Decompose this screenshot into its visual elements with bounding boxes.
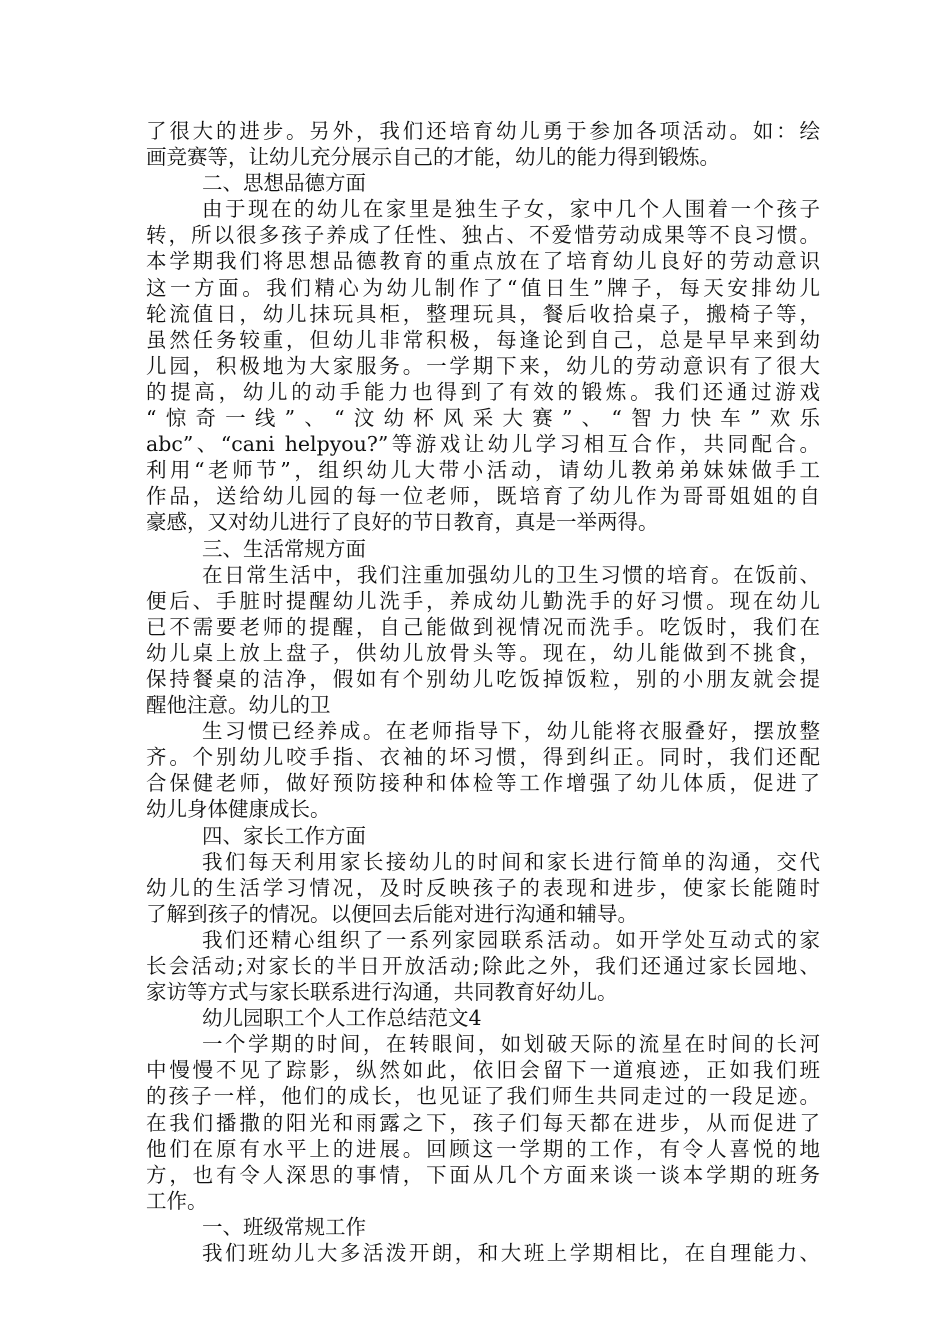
text-line: 作品，送给幼儿园的每一位老师，既培育了幼儿作为哥哥姐姐的自 [146, 484, 820, 509]
text-line: 的孩子一样，他们的成长，也见证了我们师生共同走过的一段足迹。 [146, 1084, 820, 1109]
text-line: 便后、手脏时提醒幼儿洗手，养成幼儿勤洗手的好习惯。现在幼儿 [146, 588, 820, 613]
text-line: 中慢慢不见了踪影，纵然如此，依旧会留下一道痕迹，正如我们班 [146, 1058, 820, 1083]
text-line: 幼儿身体健康成长。 [146, 797, 331, 822]
text-line: 在日常生活中，我们注重加强幼儿的卫生习惯的培育。在饭前、 [202, 562, 820, 587]
text-line: 儿园，积极地为大家服务。一学期下来，幼儿的劳动意识有了很大 [146, 353, 820, 378]
text-line: 方，也有令人深思的事情，下面从几个方面来谈一谈本学期的班务 [146, 1162, 820, 1187]
text-line: 合保健老师，做好预防接种和体检等工作增强了幼儿体质，促进了 [146, 771, 820, 796]
text-line: 我们每天利用家长接幼儿的时间和家长进行简单的沟通，交代 [202, 849, 820, 874]
text-line: 轮流值日，幼儿抹玩具柜，整理玩具，餐后收拾桌子，搬椅子等， [146, 301, 820, 326]
text-line: 虽然任务较重，但幼儿非常积极，每逢论到自己，总是早早来到幼 [146, 327, 820, 352]
text-line: 由于现在的幼儿在家里是独生子女，家中几个人围着一个孩子 [202, 197, 820, 222]
text-line: 长会活动;对家长的半日开放活动;除此之外，我们还通过家长园地、 [146, 954, 820, 978]
text-line: 了很大的进步。另外，我们还培育幼儿勇于参加各项活动。如：绘 [146, 119, 820, 143]
section-heading: 三、生活常规方面 [202, 536, 366, 561]
text-line: 醒他注意。幼儿的卫 [146, 693, 331, 718]
section-heading: 幼儿园职工个人工作总结范文4 [202, 1006, 482, 1031]
document-page [146, 118, 820, 1266]
text-line: 已不需要老师的提醒，自己能做到视情况而洗手。吃饭时，我们在 [146, 614, 820, 639]
text-line: 家访等方式与家长联系进行沟通，共同教育好幼儿。 [146, 980, 618, 1005]
text-line: 齐。个别幼儿咬手指、衣袖的坏习惯，得到纠正。同时，我们还配 [146, 745, 820, 770]
text-line: 本学期我们将思想品德教育的重点放在了培育幼儿良好的劳动意识 [146, 249, 820, 274]
section-heading: 四、家长工作方面 [202, 823, 366, 848]
text-line: abc”、“cani helpyou?”等游戏让幼儿学习相互合作，共同配合。 [146, 432, 820, 457]
text-line: 画竞赛等，让幼儿充分展示自己的才能，幼儿的能力得到锻炼。 [146, 145, 720, 170]
text-line: 他们在原有水平上的进展。回顾这一学期的工作，有令人喜悦的地 [146, 1136, 820, 1161]
text-line: 这一方面。我们精心为幼儿制作了“值日生”牌子，每天安排幼儿 [146, 275, 820, 300]
text-line: 在我们播撒的阳光和雨露之下，孩子们每天都在进步，从而促进了 [146, 1110, 820, 1135]
text-line: 生习惯已经养成。在老师指导下，幼儿能将衣服叠好，摆放整 [202, 719, 820, 744]
section-heading: 二、思想品德方面 [202, 171, 366, 196]
text-line: 豪感，又对幼儿进行了良好的节日教育，真是一举两得。 [146, 510, 659, 535]
text-line: 利用“老师节”，组织幼儿大带小活动，请幼儿教弟弟妹妹做手工 [146, 458, 820, 483]
section-heading: 一、班级常规工作 [202, 1214, 366, 1239]
text-line: 的提高，幼儿的动手能力也得到了有效的锻炼。我们还通过游戏 [146, 379, 820, 404]
text-line: 幼儿桌上放上盘子，供幼儿放骨头等。现在，幼儿能做到不挑食， [146, 640, 820, 665]
text-line: 保持餐桌的洁净，假如有个别幼儿吃饭掉饭粒，别的小朋友就会提 [146, 666, 820, 691]
text-line: 转，所以很多孩子养成了任性、独占、不爱惜劳动成果等不良习惯。 [146, 223, 820, 248]
text-line: 一个学期的时间，在转眼间，如划破天际的流星在时间的长河 [202, 1032, 820, 1057]
text-line: 工作。 [146, 1188, 208, 1213]
text-line: 我们还精心组织了一系列家园联系活动。如开学处互动式的家 [202, 927, 820, 952]
text-line: 我们班幼儿大多活泼开朗，和大班上学期相比，在自理能力、 [202, 1241, 820, 1266]
text-line: “惊奇一线”、“汶幼杯风采大赛”、“智力快车”欢乐 [146, 406, 820, 431]
text-line: 了解到孩子的情况。以便回去后能对进行沟通和辅导。 [146, 901, 638, 926]
text-line: 幼儿的生活学习情况，及时反映孩子的表现和进步，使家长能随时 [146, 875, 820, 900]
